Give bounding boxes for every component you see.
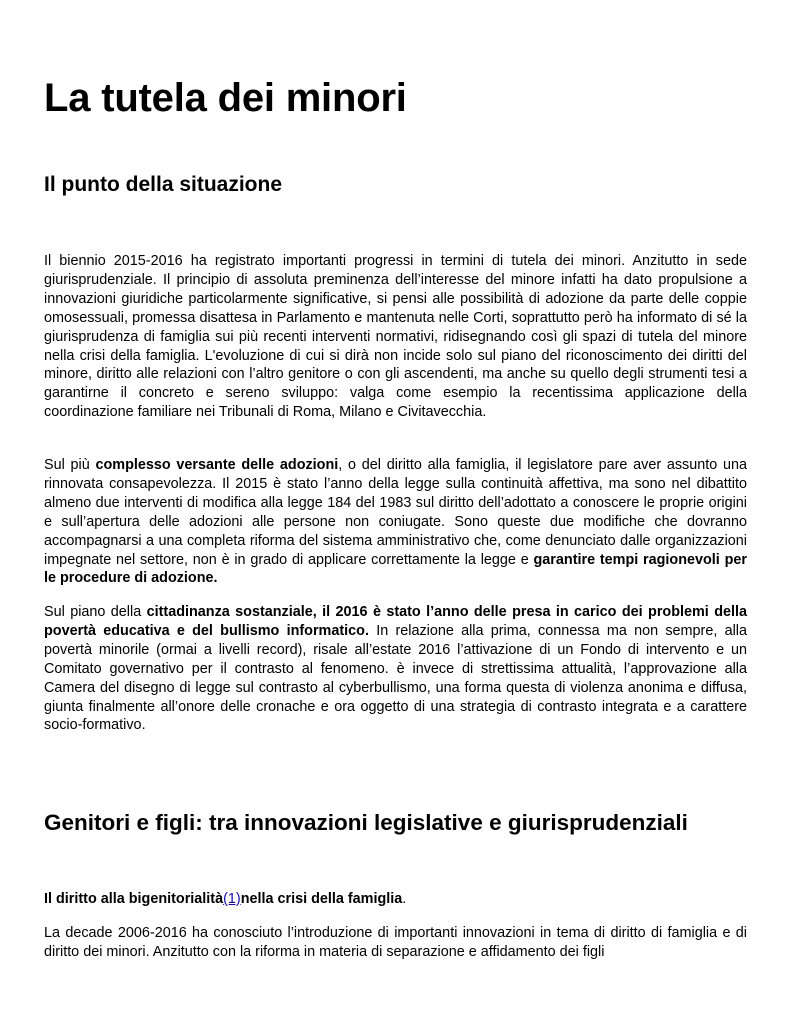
bold-text: complesso versante delle adozioni	[95, 457, 339, 473]
section-heading-genitori: Genitori e figli: tra innovazioni legislative e giurisprudenziali	[44, 810, 688, 835]
paragraph-biennio: Il biennio 2015-2016 ha registrato importanti progressi in termini di tutela dei minori. Anzitutto in sede giurisprudenziale. Il principio di assoluta preminenza dell’interesse del minore infatti ha dato propulsione a innovazioni giuridiche particolarmente significative, si pensi alle possibilità di adozione da parte delle coppie omosessuali, promessa disattesa in Parlamento e mantenuta nelle Corti, soprattutto però ha informato di sé la giurisprudenza di famiglia sui più recenti interventi normativi, ridisegnando così gli spazi di tutela del minore nella crisi della famiglia. L'evoluzione di cui si dirà non incide solo sul piano del riconoscimento dei diritti del minore, diritto alle relazioni con l’altro genitore o con gli ascendenti, ma anche su quello degli strumenti tesi a garantirne il concreto e sereno sviluppo: valga come esempio la recentissima applicazione della coordinazione familiare nei Tribunali di Roma, Milano e Civitavecchia.	[44, 253, 747, 421]
paragraph-decade: La decade 2006-2016 ha conosciuto l’introduzione di importanti innovazioni in tema di diritto di famiglia e di diritto dei minori. Anzitutto con la riforma in materia di separazione e affidamento dei figli	[44, 925, 747, 960]
page-title: La tutela dei minori	[44, 76, 407, 120]
bold-text: garantire tempi ragionevoli per le procedure di adozione.	[44, 551, 747, 587]
paragraph-text: Sul più	[44, 457, 96, 473]
bold-text: cittadinanza sostanziale, il 2016 è stato l’anno delle presa in carico dei problemi della povertà educativa e del bullismo informatico.	[44, 604, 747, 639]
section-heading-situazione: Il punto della situazione	[44, 173, 283, 196]
paragraph-text: Sul piano della	[44, 604, 147, 620]
paragraph-cittadinanza	[44, 603, 747, 735]
footnote-link[interactable]: (1)	[223, 891, 241, 907]
paragraph-adozioni	[44, 456, 747, 588]
subheading-bigenitorialita	[44, 890, 747, 909]
paragraph-text: .	[402, 891, 407, 907]
bold-text: Il diritto alla bigenitorialità	[44, 891, 224, 907]
paragraph-text: In relazione alla prima, connessa ma non sempre, alla povertà minorile (ormai a livelli record), risale all’estate 2016 l’attivazione di un Fondo di intervento e un Comitato governativo per il contrasto al fenomeno. è invece di strettissima attualità, l’approvazione alla Camera del disegno di legge sul contrasto al cyberbullismo, una forma questa di violenza anonima e diffusa, giunta finalmente all’onore delle cronache e ora oggetto di una strategia di contrasto integrata e a carattere socio-formativo.	[44, 622, 747, 734]
bold-text: nella crisi della famiglia	[240, 891, 403, 907]
paragraph-text: , o del diritto alla famiglia, il legislatore pare aver assunto una rinnovata consapevolezza. Il 2015 è stato l’anno della legge sulla continuità affettiva, ma sono nel dibattito almeno due interventi di modifica alla legge 184 del 1983 sul diritto dell’adottato a conoscere le proprie origini e sull’apertura delle adozioni alle persone non coniugate. Sono queste due modifiche che dovranno accompagnarsi a una completa riforma del sistema amministrativo che, come denunciato dalle organizzazioni impegnate nel settore, non è in grado di applicare correttamente la legge e	[44, 457, 748, 568]
